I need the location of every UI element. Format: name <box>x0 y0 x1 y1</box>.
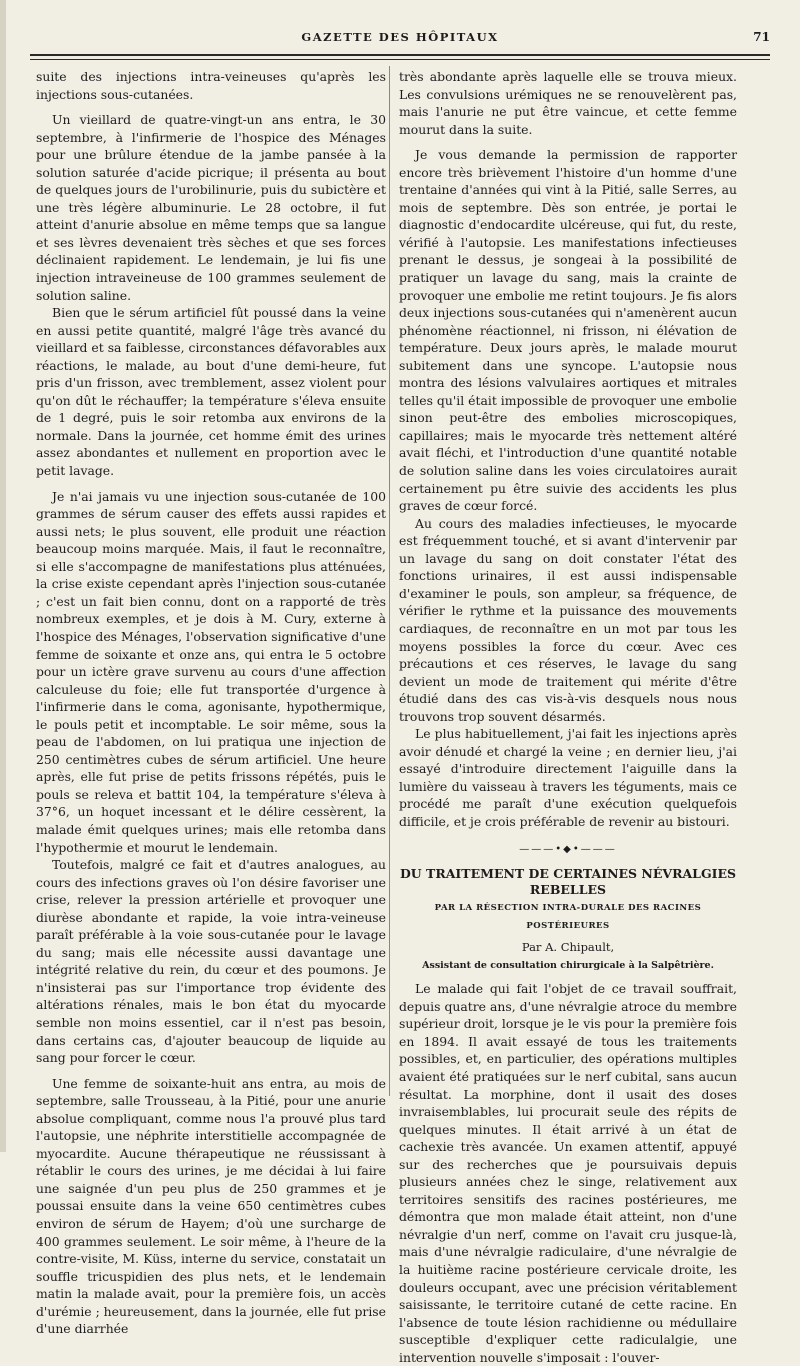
paragraph: Bien que le sérum artificiel fût poussé dans la veine en aussi petite quantité, malgré l'âge très avancé du vieillard et sa faiblesse, circonstances défavorables aux réactions, le malade, au bout d'une demi-heure, fut pris d'un frisson, avec tremblement, assez violent pour qu'on dût le réchauffer; la température s'éleva ensuite de 1 degré, puis le soir retomba aux environs de la normale. Dans la journée, cet homme émit des urines assez abondantes et nullement en proportion avec le petit lavage. <box>36 305 386 479</box>
right-column <box>399 68 737 1366</box>
page-edge <box>0 0 6 1152</box>
column-divider <box>389 66 390 1096</box>
paragraph: Je n'ai jamais vu une injection sous-cutanée de 100 grammes de sérum causer des effets aussi rapides et aussi nets; le plus souvent, elle produit une réaction beaucoup moins marquée. Mais, il faut le reconnaître, si elle s'accompagne de manifestations plus atténuées, la crise existe cependant après l'injection sous-cutanée ; c'est un fait bien connu, dont on a rapporté de très nombreux exemples, et je dois à M. Cury, externe à l'hospice des Ménages, l'observation significative d'une femme de soixante et onze ans, qui entra le 5 octobre pour un ictère grave survenu au cours d'une affection calculeuse du foie; elle fut transportée d'urgence à l'infirmerie dans le coma, agonisante, hypothermique, le pouls petit et incomptable. Le soir même, sous la peau de l'abdomen, on lui pratiqua une injection de 250 centimètres cubes de sérum artificiel. Une heure après, elle fut prise de petits frissons répétés, puis le pouls se releva et battit 104, la température s'éleva à 37°6, un hoquet incessant et le délire cessèrent, la malade émit quelques urines; mais elle retomba dans l'hypothermie et mourut le lendemain. <box>36 488 386 855</box>
paragraph: Le malade qui fait l'objet de ce travail souffrait, depuis quatre ans, d'une névralgie atroce du membre supérieur droit, lorsque je le vis pour la première fois en 1894. Il avait essayé de tous les traitements possibles, et, en particulier, des opérations multiples avaient été pratiquées sur le nerf cubital, sans aucun résultat. La morphine, dont il usait des doses invraisemblables, lui procurait seule des répits de quelques minutes. Il était arrivé à un état de cachexie très avancée. Un examen attentif, appuyé sur des recherches que je poursuivais depuis plusieurs années chez le singe, relativement aux territoires sensitifs des racines postérieures, me démontra que mon malade était atteint, non d'une névralgie d'un nerf, comme on l'avait cru jusque-là, mais d'une névralgie radiculaire, d'une névralgie de la huitième racine postérieure cervicale droite, les douleurs occupant, avec une précision véritablement saisissante, le territoire cutané de cette racine. En l'absence de toute lésion rachidienne ou médullaire susceptible d'expliquer cette radiculalgie, une intervention nouvelle s'imposait : l'ouver- <box>399 981 737 1365</box>
paragraph: Au cours des maladies infectieuses, le myocarde est fréquemment touché, et si avant d'intervenir par un lavage du sang on doit constater l'état des fonctions urinaires, il est aussi indispensable d'examiner le pouls, son ampleur, sa fréquence, de vérifier le rythme et la puissance des mouvements cardiaques, de reconnaître en un mot par tous les moyens possibles la force du cœur. Avec ces précautions et ces réserves, le lavage du sang devient un mode de traitement qui mérite d'être étudié dans des cas vis-à-vis desquels nous nous trouvons trop souvent désarmés. <box>399 515 737 724</box>
page-number: 71 <box>753 30 770 44</box>
article-affiliation: Assistant de consultation chirurgicale à la Salpêtrière. <box>422 959 714 971</box>
article-subtitle: PAR LA RÉSECTION INTRA-DURALE DES RACINES POSTÉRIEURES <box>434 903 702 931</box>
paragraph: suite des injections intra-veineuses qu'après les injections sous-cutanées. <box>36 69 386 102</box>
paragraph: Toutefois, malgré ce fait et d'autres analogues, au cours des infections graves où l'on désire favoriser une crise, relever la pression artérielle et provoquer une diurèse abondante et rapide, la voie intra-veineuse paraît préférable à la voie sous-cutanée pour le lavage du sang; mais elle nécessite aussi davantage une intégrité relative du rein, du cœur et des poumons. Je n'insisterai pas sur l'importance trop évidente des altérations rénales, mais le bon état du myocarde semble non moins essentiel, car il n'est pas besoin, dans certains cas, d'ajouter beaucoup de liquide au sang pour forcer le cœur. <box>36 857 386 1066</box>
paragraph: Une femme de soixante-huit ans entra, au mois de septembre, salle Trousseau, à la Pitié, pour une anurie absolue compliquant, comme nous l'a prouvé plus tard l'autopsie, une néphrite interstitielle accompagnée de myocardite. Aucune thérapeutique ne réussissant à rétablir le cours des urines, je me décidai à lui faire une saignée d'un peu plus de 250 grammes et je poussai ensuite dans la veine 650 centimètres cubes environ de sérum de Hayem; d'où une surcharge de 400 grammes seulement. Le soir même, à l'heure de la contre-visite, M. Küss, interne du service, constatait un souffle tricuspidien des plus nets, et le lendemain matin la malade avait, pour la première fois, un accès d'urémie ; heureusement, dans la journée, elle fut prise d'une diarrhée <box>36 1075 386 1337</box>
article-author: Par A. Chipault, <box>521 940 615 955</box>
page-header <box>30 28 770 50</box>
article-title: DU TRAITEMENT DE CERTAINES NÉVRALGIES REBELLES <box>399 866 737 898</box>
paragraph: Le plus habituellement, j'ai fait les injections après avoir dénudé et chargé la veine ; en dernier lieu, j'ai essayé d'introduire directement l'aiguille dans la lumière du vaisseau à travers les téguments, mais ce procédé me paraît d'une exécution quelquefois difficile, et je crois préférable de revenir au bistouri. <box>399 726 737 829</box>
section-separator: ———•◆•——— <box>519 843 617 855</box>
left-column <box>36 68 386 1338</box>
running-title: GAZETTE DES HÔPITAUX <box>301 30 499 44</box>
paragraph: Je vous demande la permission de rapporter encore très brièvement l'histoire d'un homme d'une trentaine d'années qui vint à la Pitié, salle Serres, au mois de septembre. Dès son entrée, je portai le diagnostic d'endocardite ulcéreuse, qui fut, du reste, vérifié à l'autopsie. Les manifestations infectieuses prenant le dessus, je songeai à la possibilité de pratiquer un lavage du sang, mais la crainte de provoquer une embolie me retint toujours. Je fis alors deux injections sous-cutanées qui n'amenèrent aucun phénomène réactionnel, ni frisson, ni élévation de température. Deux jours après, le malade mourut subitement dans une syncope. L'autopsie nous montra des lésions valvulaires aortiques et mitrales telles qu'il était impossible de provoquer une embolie sinon peut-être des embolies microscopiques, capillaires; mais le myocarde très nettement altéré avait fléchi, et l'introduction d'une quantité notable de solution saline dans les voies circulatoires aurait certainement pu être suivie des accidents les plus graves de cœur forcé. <box>399 147 737 514</box>
paragraph: Un vieillard de quatre-vingt-un ans entra, le 30 septembre, à l'infirmerie de l'hospice des Ménages pour une brûlure étendue de la jambe pansée à la solution saturée d'acide picrique; il présenta au bout de quelques jours de l'urobilinurie, puis du subictère et une très légère albuminurie. Le 28 octobre, il fut atteint d'anurie absolue en même temps que sa langue et ses lèvres devenaient très sèches et que ses forces déclinaient rapidement. Le lendemain, je lui fis une injection intraveineuse de 100 grammes seulement de solution saline. <box>36 112 386 303</box>
paragraph: très abondante après laquelle elle se trouva mieux. Les convulsions urémiques ne se renouvelèrent pas, mais l'anurie ne put être vaincue, et cette femme mourut dans la suite. <box>399 69 737 137</box>
header-rule <box>30 54 770 60</box>
